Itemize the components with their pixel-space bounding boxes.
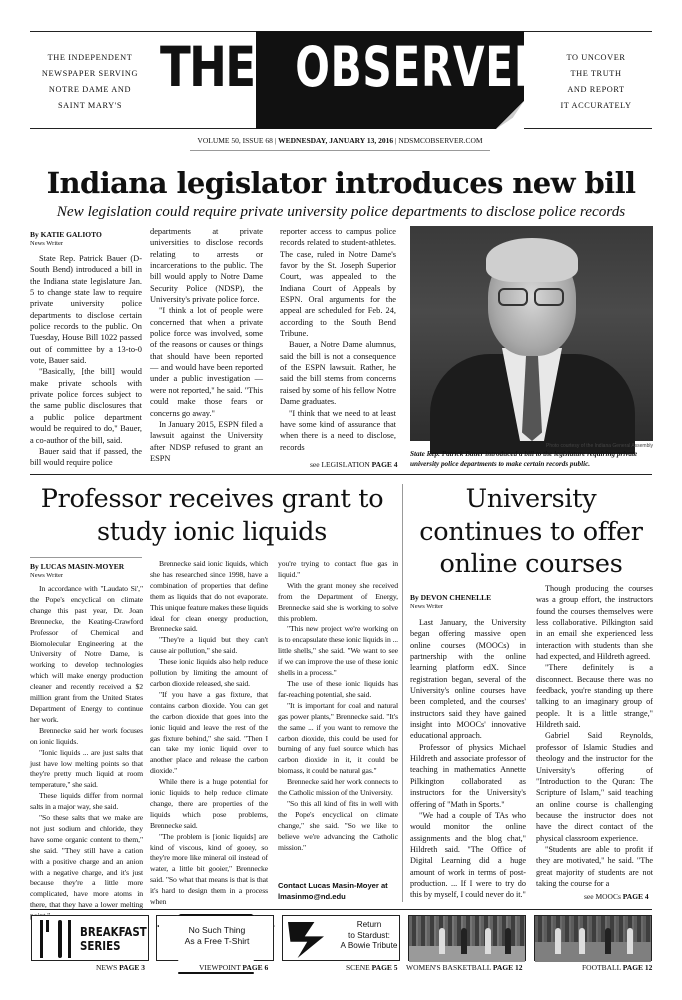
- player-figure: [555, 928, 561, 954]
- paragraph: "The problem is [ionic liquids] are kind of viscous, kind of gooey, so they're more like mineral oil instead of water, a little bit gooier," Brennecke said. "So what that means is that is that it's hard to design them in a process when: [150, 831, 268, 907]
- dateline-rule: [190, 150, 490, 151]
- football-field: [535, 942, 651, 962]
- story2-role: News Writer: [30, 572, 64, 579]
- teaser-title-line: Return: [356, 920, 382, 929]
- photo-hair: [486, 238, 578, 282]
- knife-icon: [58, 920, 62, 958]
- paragraph: State Rep. Patrick Bauer (D-South Bend) introduced a bill in the Indiana state legislature Jan. 5 to change state law to require private university police departments to disclose certain police records to the public. On Tuesday, House Bill 1022 passed out of committee by a 13-to-0 vote, Bauer said.: [30, 254, 142, 366]
- lead-photo[interactable]: [410, 226, 653, 441]
- contact-label: Contact Lucas Masin-Moyer at: [278, 881, 388, 890]
- photo-glasses: [534, 288, 564, 306]
- masthead-right-tagline: [540, 50, 652, 114]
- teaser-label-news[interactable]: [96, 963, 145, 972]
- lead-column-1: [30, 253, 142, 473]
- site-url[interactable]: NDSMCOBSERVER.COM: [398, 136, 483, 145]
- paragraph: "This new project we're working on is to encapsulate these ionic liquids in ... little shells," she said. "We want to see if we can improve the use of these ionic shells in a process.": [278, 624, 398, 678]
- paragraph: "I think that we need to at least have some kind of assurance that when there is a need to disclose, records: [280, 408, 396, 452]
- story2-column-2: [150, 559, 268, 908]
- tagline-line: TO UNCOVER: [566, 53, 626, 62]
- paragraph: "If you have a gas fixture, that contains carbon dioxide. You can get the carbon dioxide that goes into the ionic liquid and leave the rest of the gas fixture behind," she said. "Then I can take my ionic liquid over to another place and release the carbon dioxide.": [150, 689, 268, 776]
- story3-column-1: [410, 617, 526, 907]
- story3-column-2: [536, 583, 653, 888]
- jump-text: see MOOCs: [584, 892, 621, 901]
- paragraph: Bauer, a Notre Dame alumnus, said the bill is not a consequence of the ESPN lawsuit. Rather, he said the bill stems from concerns raised by some of his fellow Notre Dame graduates.: [280, 340, 396, 407]
- paragraph: These ionic liquids also help reduce pollution by limiting the amount of carbon dioxide released, she said.: [150, 657, 268, 688]
- photo-credit: Photo courtesy of the Indiana General Assembly: [545, 443, 653, 449]
- story2-byline-rule: [30, 557, 142, 558]
- issue-date: WEDNESDAY, JANUARY 13, 2016: [278, 136, 394, 145]
- paragraph: Bauer said that if passed, the bill would require police: [30, 446, 142, 468]
- fork-icon: [46, 920, 49, 932]
- tagline-line: NOTRE DAME AND: [48, 85, 132, 94]
- paragraph: In accordance with "Laudato Si'," the Pope's encyclical on climate change this past year, Dr. Joan Brennecke, the Keating-Crawford Professor of Chemical and Biomolecular Engineering at the University of Notre Dame, is working to develop technologies which will make energy production cleaner and recently received a $2 million grant from the United States Department of Energy to continue her work.: [30, 584, 143, 724]
- photo-glasses: [498, 288, 528, 306]
- player-figure: [627, 928, 633, 954]
- tagline-line: AND REPORT: [567, 85, 625, 94]
- paragraph: With the grant money she received from the Department of Energy, Brennecke said she is working to solve this problem.: [278, 580, 398, 623]
- paragraph: "So this all kind of fits in well with the Pope's encyclical on climate change," she said. "So we like to believe we're advancing the Catholic mission.": [278, 798, 398, 852]
- volume-issue: VOLUME 50, ISSUE 68: [197, 136, 273, 145]
- tagline-line: IT ACCURATELY: [560, 101, 632, 110]
- paragraph: "I think a lot of people were concerned that when a private police force was involved, some of the reasons or causes or things that should have been reported — and would have been reported under a public investigation — were not reported," he said. "This could make those fears or concerns go away.": [150, 306, 263, 418]
- paragraph: Though producing the courses was a group effort, the instructors found the courses themselves were less collaborative. Pilkington said in an email she experienced less interaction with students than she had expected, and Hildreth agreed.: [536, 584, 653, 662]
- lead-byline: By KATIE GALIOTO: [30, 230, 102, 239]
- masthead-top-rule-right: [524, 31, 652, 32]
- fork-icon: [40, 920, 43, 958]
- teaser-section: FOOTBALL: [582, 963, 621, 972]
- tagline-line: SAINT MARY'S: [57, 101, 123, 110]
- teaser-free-tshirt[interactable]: [156, 915, 274, 961]
- teaser-football[interactable]: [534, 915, 652, 961]
- teaser-title-line: SERIES: [80, 938, 121, 953]
- column-divider: [402, 484, 403, 902]
- lead-subhead: New legislation could require private university police departments to disclose police records: [56, 203, 626, 220]
- paragraph: These liquids differ from normal salts in a major way, she said.: [30, 791, 143, 812]
- player-figure: [439, 928, 445, 954]
- teaser-title-line: BREAKFAST: [80, 924, 147, 939]
- paragraph: While there is a huge potential for ionic liquids to help reduce climate change, there are properties of the liquids which pose problems, Brennecke said.: [150, 777, 268, 830]
- player-figure: [461, 928, 467, 954]
- player-figure: [579, 928, 585, 954]
- masthead-bottom-rule-left: [30, 128, 256, 129]
- masthead-bottom-rule-right: [524, 128, 652, 129]
- teaser-label-scene[interactable]: [346, 963, 398, 972]
- teaser-page: PAGE 12: [622, 963, 653, 972]
- player-figure: [505, 928, 511, 954]
- tagline-line: THE INDEPENDENT: [47, 53, 133, 62]
- paragraph: you're trying to contact flue gas in liquid.": [278, 559, 398, 579]
- teaser-section: NEWS: [96, 963, 118, 972]
- paragraph: Brennecke said her work focuses on ionic liquids.: [30, 725, 143, 746]
- teaser-breakfast-series[interactable]: [31, 915, 149, 961]
- story2-headline[interactable]: Professor receives grant to study ionic liquids: [40, 484, 384, 547]
- paragraph: The use of these ionic liquids has far-reaching potential, she said.: [278, 678, 398, 699]
- fork-icon: [68, 920, 71, 958]
- paragraph: reporter access to campus police records related to student-athletes. The case, ruled in Notre Dame's favor by the St. Joseph Superior Court, was appealed to the Indiana Court of Appeals by ESPN. Oral arguments for the appeal are scheduled for Feb. 24, according to the South Bend Tribune.: [280, 227, 396, 339]
- lead-column-2: [150, 226, 263, 473]
- lead-jump-link[interactable]: [310, 460, 398, 469]
- teaser-title-line: No Such Thing: [188, 925, 246, 935]
- story3-role: News Writer: [410, 603, 444, 610]
- teaser-title-line: to: [348, 930, 355, 940]
- tagline-line: NEWSPAPER SERVING: [41, 69, 139, 78]
- teaser-label-womens-basketball[interactable]: [406, 963, 523, 972]
- story3-headline[interactable]: University continues to offer online courses: [419, 484, 643, 579]
- teaser-title: [80, 925, 147, 953]
- teaser-top-rule: [30, 909, 652, 910]
- paragraph: In January 2015, ESPN filed a lawsuit against the University after NDSP refused to grant an ESPN: [150, 419, 263, 463]
- teaser-section: WOMEN'S BASKETBALL: [406, 963, 492, 972]
- masthead-top-rule-left: [30, 31, 256, 32]
- paragraph: "Basically, [the bill] would make private schools with private police forces subject to the same public disclosures that a public police department would be required to do," Bauer, a co-author of the bill, said.: [30, 367, 142, 445]
- teaser-title-line: As a Free T-Shirt: [184, 936, 250, 946]
- paragraph: "Ionic liquids ... are just salts that just have low melting points so that they're pretty much liquid at room temperature," she said.: [30, 747, 143, 790]
- dateline: VOLUME 50, ISSUE 68 | WEDNESDAY, JANUARY 13, 2016 | NDSMCOBSERVER.COM: [197, 136, 483, 145]
- story2-column-3: [278, 559, 398, 875]
- contact-email-link[interactable]: lmasinmo@nd.edu: [278, 892, 346, 901]
- masthead-name-the: THE: [160, 35, 255, 99]
- paragraph: "We had a couple of TAs who would monitor the online assignments and the blog chat," Hildreth said. "The Office of Digital Learning did a huge amount of work in terms of post-production. ... If I were to try do this by myself, I could never do it.": [410, 810, 526, 900]
- paragraph: Gabriel Said Reynolds, professor of Islamic Studies and theology and the instructor for the University's offering of "Introduction to the Quran: The Scripture of Islam," said teaching an online course is challenging because the instructor does not have the direct contact of the physical classroom experience.: [536, 731, 653, 843]
- player-figure: [485, 928, 491, 954]
- paragraph: "So these salts that we make are not just sodium and chloride, they have some organic content to them," she said. "They still have a cation with a positive charge and an anion with a negative charge, and it's just because they're a little more complicated, have more atoms in there, that they have a lower melting: [30, 813, 143, 910]
- teaser-bowie-tribute[interactable]: [282, 915, 400, 961]
- paragraph: "Students are able to profit if they are motivated," he said. "The great majority of students are not taking the course for a: [536, 844, 653, 888]
- paragraph: Brennecke said ionic liquids, which she has researched since 1998, have a combination of properties that define them as liquids that do not evaporate. This unique feature makes these liquids ideal for clean energy production, Brennecke said.: [150, 559, 269, 634]
- lead-headline[interactable]: Indiana legislator introduces new bill: [46, 166, 636, 200]
- paragraph: Last January, the University began offering massive open online courses (MOOCs) in partnership with the online learning platform edX. Since registration began, several of the University's online courses have been completed, and the courses' instructors said they have gained insight into MOOCs' innovative educational approach.: [410, 618, 526, 741]
- teaser-title-line: Stardust:: [357, 930, 390, 940]
- story2-column-1: [30, 584, 143, 908]
- jump-page: PAGE 4: [371, 460, 398, 469]
- lightning-bolt-icon: [288, 922, 336, 958]
- masthead-left-tagline: [30, 50, 150, 114]
- teaser-section: SCENE: [346, 963, 370, 972]
- paragraph: "There definitely is a disconnect. Because there was no feedback, you're standing up there talking to an imaginary group of people. It is a little strange," Hildreth said.: [536, 663, 653, 730]
- section-divider: [30, 474, 652, 475]
- paragraph: Brennecke said her work connects to the Catholic mission of the University.: [278, 777, 398, 798]
- player-figure: [605, 928, 611, 954]
- teaser-label-football[interactable]: [582, 963, 652, 972]
- paragraph: departments at private universities to disclose records relating to arrests or incarcerations to the public. The bill would apply to Notre Dame Security Police (NDSP), the University's private police force.: [150, 227, 263, 305]
- story2-byline: By LUCAS MASIN-MOYER: [30, 562, 125, 571]
- teaser-title: [169, 925, 265, 947]
- teaser-page: PAGE 12: [492, 963, 523, 972]
- jump-page: PAGE 4: [622, 892, 649, 901]
- lead-column-3: [280, 226, 396, 458]
- jump-text: see LEGISLATION: [310, 460, 370, 469]
- story3-byline: By DEVON CHENELLE: [410, 593, 492, 602]
- paragraph: "It is important for coal and natural gas power plants," Brennecke said. "It's the same ... if you want to remove the carbon dioxide, this could be used for burning of any fuel source which has carbon dioxide in it, it could be biomass, it could be natural gas.": [278, 700, 398, 776]
- paragraph: "They're a liquid but they can't cause air pollution," she said.: [150, 635, 268, 656]
- lead-role: News Writer: [30, 240, 64, 247]
- teaser-page: PAGE 5: [371, 963, 398, 972]
- masthead-name-observer: OBSERVER: [295, 35, 546, 99]
- tagline-line: THE TRUTH: [570, 69, 622, 78]
- teaser-title: [339, 920, 399, 952]
- teaser-label-viewpoint[interactable]: [199, 963, 268, 972]
- teaser-page: PAGE 3: [119, 963, 146, 972]
- paragraph: Professor of physics Michael Hildreth and associate professor of teaching in mathematics Annette Pilkington collaborated as instructors for the University's offering of "Math in Sports.": [410, 742, 526, 809]
- story3-jump-link[interactable]: [584, 892, 649, 901]
- teaser-womens-basketball[interactable]: [408, 915, 526, 961]
- teaser-page: PAGE 6: [242, 963, 269, 972]
- teaser-section: VIEWPOINT: [199, 963, 241, 972]
- teaser-title-line: A Bowie Tribute: [340, 941, 398, 950]
- story2-contact: [278, 880, 398, 902]
- photo-cutline: State Rep. Patrick Bauer introduced a bill to the legislature requiring private university police departments to make certain records public.: [410, 450, 638, 468]
